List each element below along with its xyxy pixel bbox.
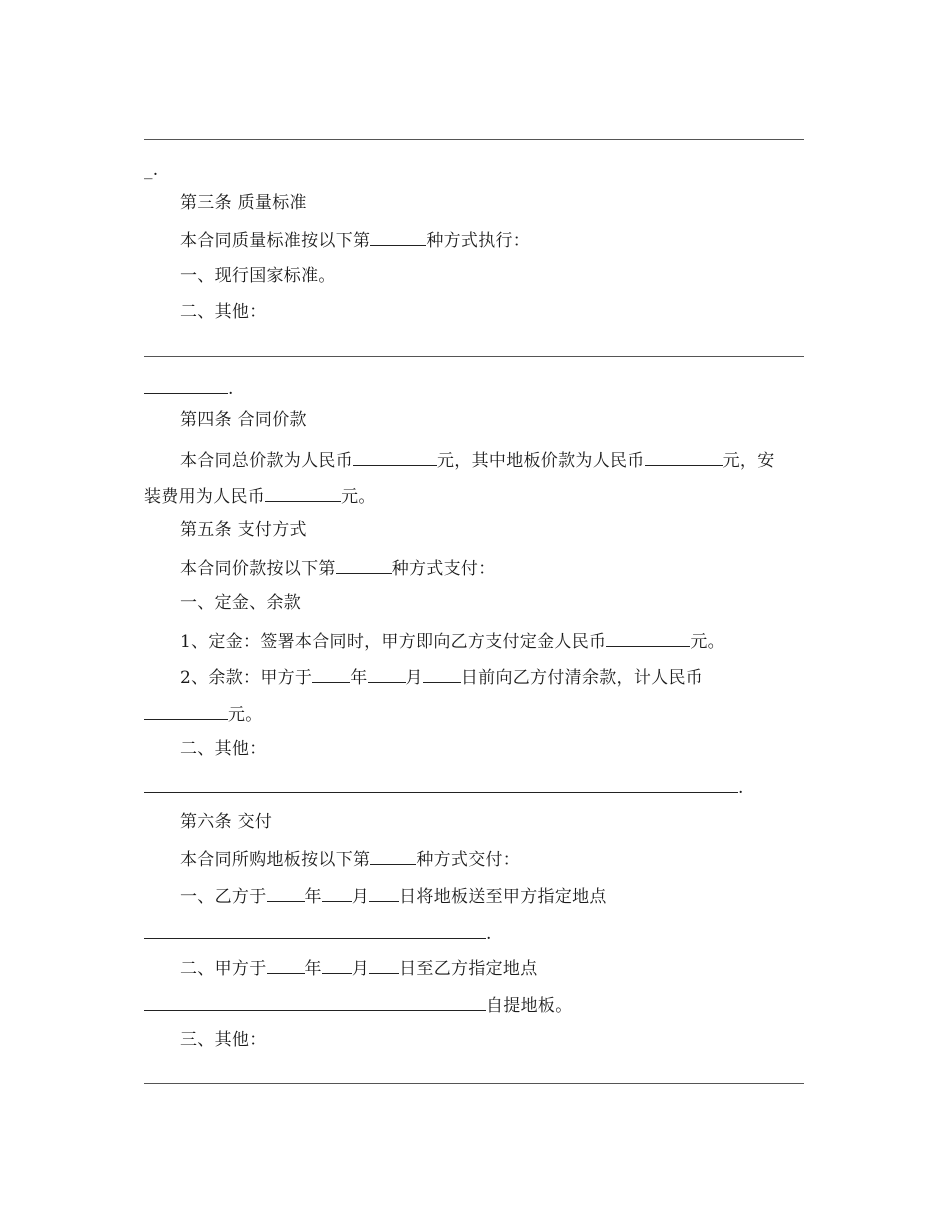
fill-blank[interactable] bbox=[353, 449, 437, 466]
article-4-line-1 bbox=[180, 449, 775, 471]
heading: 第五条 支付方式 bbox=[180, 520, 307, 540]
text: 装费用为人民币 bbox=[144, 487, 266, 507]
day-blank[interactable] bbox=[369, 885, 399, 902]
fill-blank[interactable] bbox=[144, 922, 486, 939]
text: 日至乙方指定地点 bbox=[399, 959, 538, 979]
heading: 第六条 交付 bbox=[180, 812, 273, 832]
text: . bbox=[486, 924, 492, 944]
text: 本合同所购地板按以下第 bbox=[180, 850, 371, 870]
text: 1、定金：签署本合同时，甲方即向乙方支付定金人民币 bbox=[180, 632, 607, 652]
article-3-option-1 bbox=[180, 266, 336, 286]
text: 种方式支付： bbox=[391, 559, 496, 579]
fill-blank[interactable] bbox=[144, 703, 228, 720]
article-3-option-2 bbox=[180, 302, 267, 322]
text: 元。 bbox=[690, 632, 725, 652]
text: 年 bbox=[350, 668, 368, 688]
article-6-intro bbox=[180, 848, 520, 870]
fragment-end bbox=[144, 160, 159, 180]
article-5-option-2 bbox=[180, 739, 267, 759]
text: 元，安 bbox=[722, 451, 775, 471]
article-5-balance-amount bbox=[144, 703, 263, 725]
text: 一、乙方于 bbox=[180, 887, 267, 907]
blank-line[interactable] bbox=[144, 1083, 804, 1084]
blank-line bbox=[144, 139, 804, 140]
blank-line[interactable] bbox=[144, 356, 804, 357]
article-6-pickup bbox=[144, 994, 573, 1016]
text: 本合同价款按以下第 bbox=[180, 559, 336, 579]
day-blank[interactable] bbox=[423, 666, 461, 683]
fill-blank[interactable] bbox=[370, 229, 426, 246]
text: 本合同质量标准按以下第 bbox=[180, 231, 371, 251]
text: . bbox=[738, 778, 744, 798]
year-blank[interactable] bbox=[267, 885, 305, 902]
fill-blank[interactable] bbox=[606, 630, 690, 647]
fill-blank[interactable] bbox=[144, 776, 738, 793]
text: 一、现行国家标准。 bbox=[180, 266, 336, 286]
fill-blank[interactable] bbox=[370, 848, 416, 865]
text: 三、其他： bbox=[180, 1030, 267, 1050]
text: 二、其他： bbox=[180, 302, 267, 322]
article-5-option-1 bbox=[180, 593, 301, 613]
text: 种方式交付： bbox=[416, 850, 521, 870]
fill-blank[interactable] bbox=[144, 994, 486, 1011]
text: 月 bbox=[351, 887, 370, 907]
text: 元，其中地板价款为人民币 bbox=[437, 451, 645, 471]
text: 元。 bbox=[228, 705, 263, 725]
text: 月 bbox=[351, 959, 370, 979]
fill-blank[interactable] bbox=[144, 377, 228, 394]
article-5-intro bbox=[180, 557, 496, 579]
text: 年 bbox=[304, 887, 322, 907]
text: 自提地板。 bbox=[486, 996, 573, 1016]
text: 年 bbox=[304, 959, 322, 979]
blank-line-end bbox=[144, 922, 492, 944]
text: . bbox=[228, 379, 234, 399]
month-blank[interactable] bbox=[322, 885, 352, 902]
text: 二、其他： bbox=[180, 739, 267, 759]
text: 日将地板送至甲方指定地点 bbox=[399, 887, 607, 907]
blank-line-end bbox=[144, 377, 234, 399]
article-6-option-3 bbox=[180, 1030, 267, 1050]
text: 一、定金、余款 bbox=[180, 593, 302, 613]
text: 元。 bbox=[341, 487, 376, 507]
text: 二、甲方于 bbox=[180, 959, 267, 979]
day-blank[interactable] bbox=[369, 957, 399, 974]
article-5-balance bbox=[180, 666, 703, 688]
fill-blank[interactable] bbox=[336, 557, 392, 574]
article-6-option-2 bbox=[180, 957, 538, 979]
article-5-title bbox=[180, 520, 307, 540]
text: _. bbox=[144, 160, 159, 180]
blank-line-end bbox=[144, 776, 744, 798]
heading: 第四条 合同价款 bbox=[180, 410, 307, 430]
fill-blank[interactable] bbox=[645, 449, 723, 466]
text: 2、余款：甲方于 bbox=[180, 668, 313, 688]
article-5-deposit bbox=[180, 630, 725, 652]
text: 本合同总价款为人民币 bbox=[180, 451, 353, 471]
month-blank[interactable] bbox=[322, 957, 352, 974]
text: 月 bbox=[405, 668, 423, 688]
article-3-title bbox=[180, 193, 307, 213]
heading: 第三条 质量标准 bbox=[180, 193, 307, 213]
year-blank[interactable] bbox=[267, 957, 305, 974]
month-blank[interactable] bbox=[368, 666, 406, 683]
text: 种方式执行： bbox=[426, 231, 531, 251]
article-6-option-1 bbox=[180, 885, 607, 907]
article-3-intro bbox=[180, 229, 530, 251]
article-4-title bbox=[180, 410, 307, 430]
year-blank[interactable] bbox=[312, 666, 350, 683]
article-4-line-2 bbox=[144, 485, 376, 507]
text: 日前向乙方付清余款，计人民币 bbox=[460, 668, 704, 688]
fill-blank[interactable] bbox=[265, 485, 341, 502]
article-6-title bbox=[180, 812, 272, 832]
